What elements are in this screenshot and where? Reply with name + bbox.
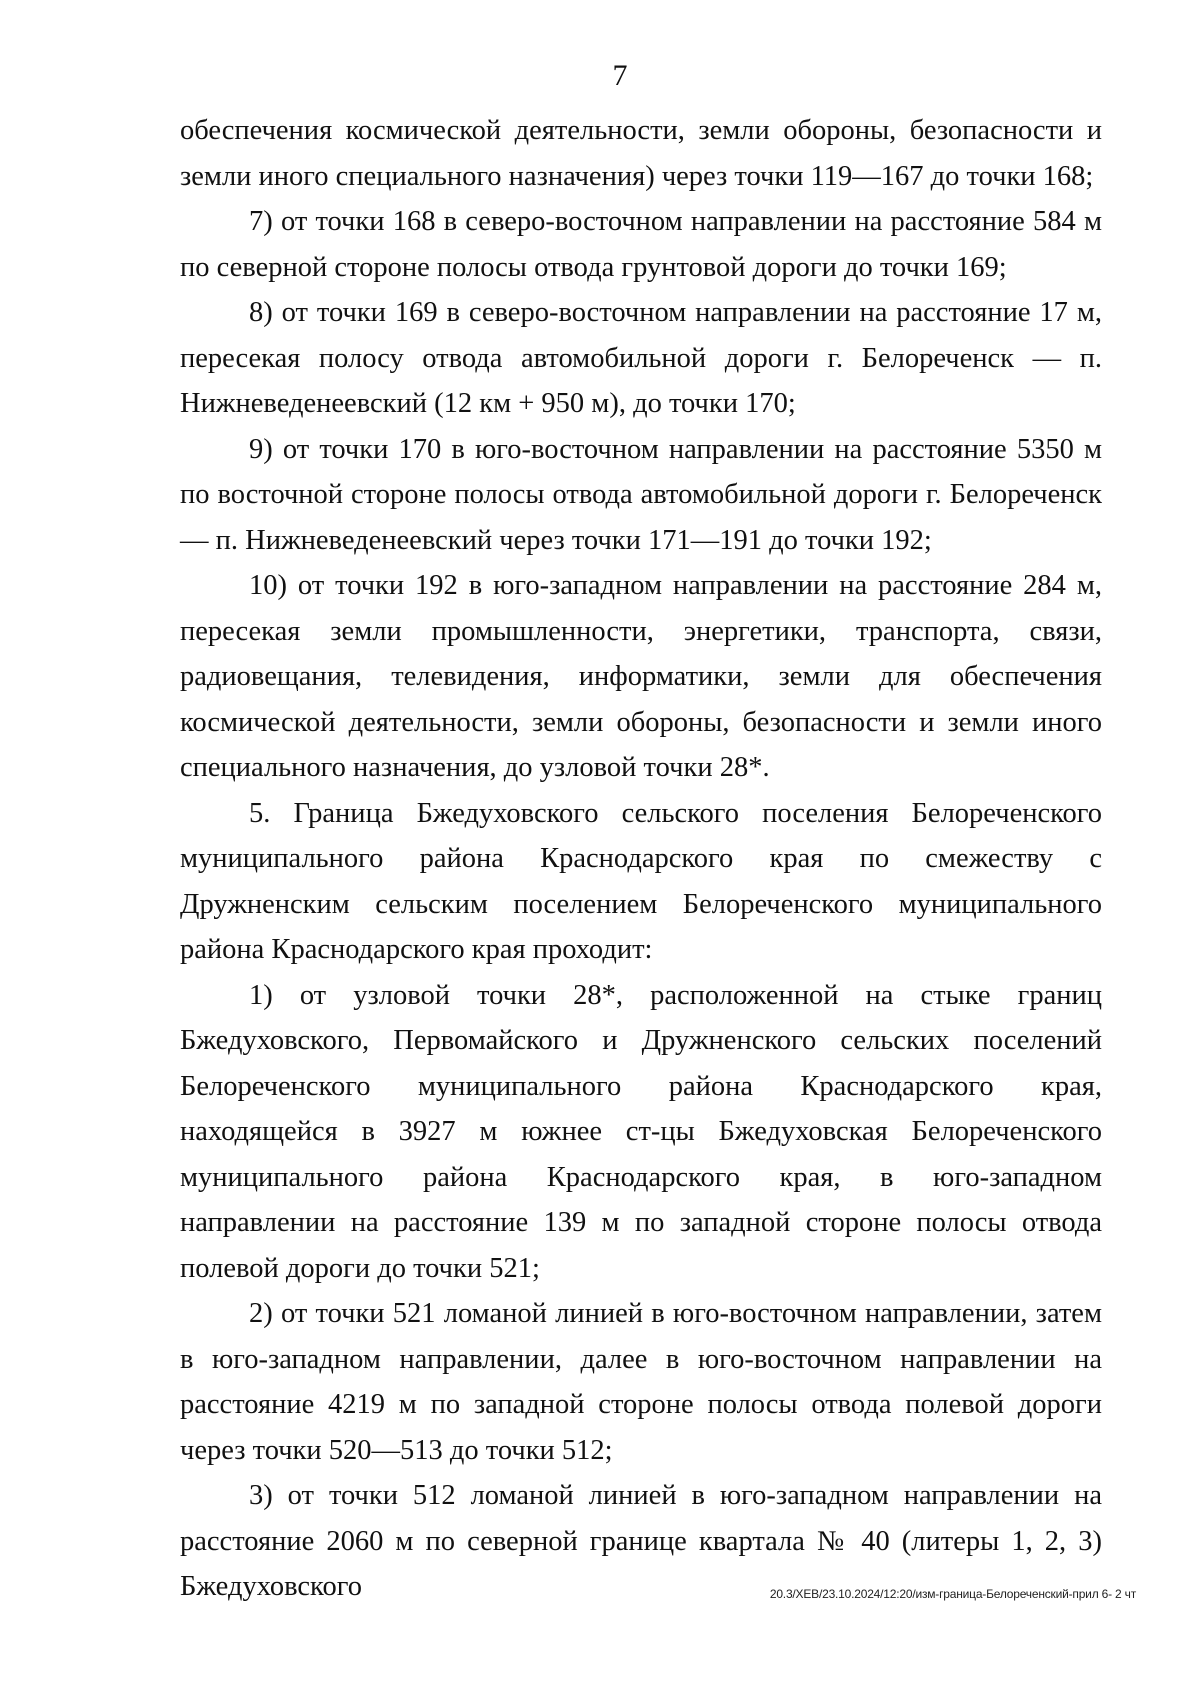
paragraph-item-2: 2) от точки 521 ломаной линией в юго-восточном направлении, затем в юго-западном направлении, далее в юго-восточном направлении на расстояние 4219 м по западной стороне полосы отвода полевой дороги через точки 520—513 до точки 512;	[180, 1298, 1102, 1466]
paragraph-item-10: 10) от точки 192 в юго-западном направлении на расстояние 284 м, пересекая земли промышленности, энергетики, транспорта, связи, радиовещания, телевидения, информатики, земли для обеспечения космической деятельности, земли обороны, безопасности и земли иного специального назначения, до узловой точки 28*.	[180, 570, 1102, 783]
paragraph-item-9: 9) от точки 170 в юго-восточном направлении на расстояние 5350 м по восточной стороне полосы отвода автомобильной дороги г. Белореченск — п. Нижневеденеевский через точки 171—191 до точки 192;	[180, 433, 1102, 556]
page-number: 7	[612, 59, 628, 92]
paragraph-item-3: 3) от точки 512 ломаной линией в юго-западном направлении на расстояние 2060 м по северной границе квартала № 40 (литеры 1, 2, 3) Бжедуховского	[180, 1480, 1102, 1602]
paragraph-continuation: обеспечения космической деятельности, земли обороны, безопасности и земли иного специального назначения) через точки 119—167 до точки 168;	[180, 115, 1102, 192]
paragraph-section-5: 5. Граница Бжедуховского сельского поселения Белореченского муниципального района Краснодарского края по смежеству с Дружненским сельским поселением Белореченского муниципального района Краснодарского края проходит:	[180, 797, 1102, 965]
paragraph-item-7: 7) от точки 168 в северо-восточном направлении на расстояние 584 м по северной стороне полосы отвода грунтовой дороги до точки 169;	[180, 206, 1102, 283]
paragraph-item-8: 8) от точки 169 в северо-восточном направлении на расстояние 17 м, пересекая полосу отвода автомобильной дороги г. Белореченск — п. Нижневеденеевский (12 км + 950 м), до точки 170;	[180, 297, 1102, 419]
document-body	[180, 108, 1102, 1610]
document-footer: 20.3/ХЕВ/23.10.2024/12:20/изм-граница-Белореченский-прил 6- 2 чт	[769, 1587, 1136, 1601]
paragraph-item-1: 1) от узловой точки 28*, расположенной на стыке границ Бжедуховского, Первомайского и Дружненского сельских поселений Белореченского муниципального района Краснодарского края, находящейся в 3927 м южнее ст-цы Бжедуховская Белореченского муниципального района Краснодарского края, в юго-западном направлении на расстояние 139 м по западной стороне полосы отвода полевой дороги до точки 521;	[180, 979, 1102, 1284]
